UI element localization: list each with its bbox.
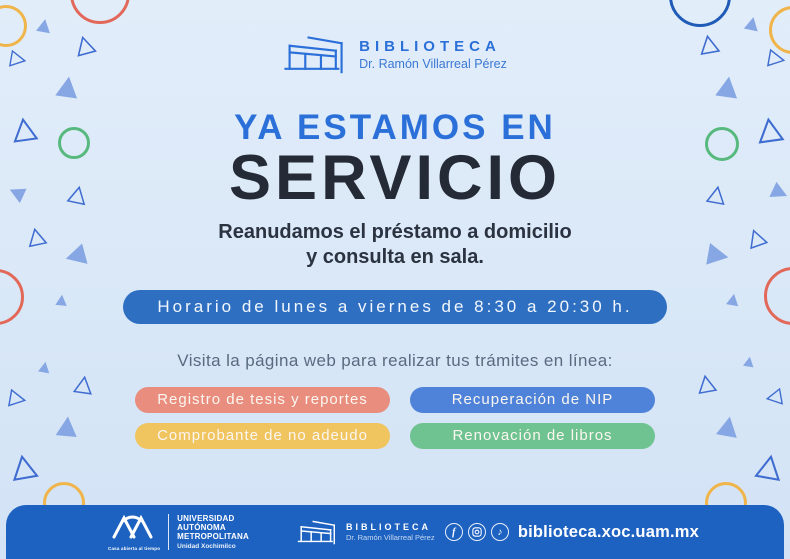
service-buttons xyxy=(135,387,655,449)
library-logo xyxy=(0,0,790,76)
web-prompt: Visita la página web para realizar tus trámites en línea: xyxy=(177,350,613,370)
facebook-icon[interactable]: f xyxy=(445,523,463,541)
decor-triangle-outline xyxy=(9,453,39,483)
uam-logo-icon xyxy=(111,514,157,540)
service-comprobante-adeudo-button[interactable]: Comprobante de no adeudo xyxy=(135,423,390,449)
library-building-icon xyxy=(283,32,349,76)
instagram-icon[interactable] xyxy=(468,523,486,541)
subtitle-line-1: Reanudamos el préstamo a domicilio xyxy=(218,220,572,243)
tiktok-icon[interactable]: ♪ xyxy=(491,523,509,541)
subtitle-line-2: y consulta en sala. xyxy=(306,245,484,268)
subtitle xyxy=(0,220,790,270)
uam-name-line-2: AUTÓNOMA xyxy=(177,522,226,532)
footer-library-logo xyxy=(297,518,435,546)
main-heading xyxy=(0,108,790,213)
uam-logo-lockup xyxy=(108,514,249,551)
footer-contact xyxy=(445,523,699,542)
uam-name-line-3: METROPOLITANA xyxy=(177,532,249,542)
decor-triangle-outline xyxy=(754,453,784,483)
uam-unit: Unidad Xochimilco xyxy=(177,543,236,551)
footer-bar xyxy=(6,505,784,559)
service-renovacion-libros-button[interactable]: Renovación de libros xyxy=(410,423,655,449)
heading-line-2: SERVICIO xyxy=(229,142,561,213)
footer-library-building-icon xyxy=(297,518,339,546)
library-brand-name: BIBLIOTECA xyxy=(359,37,501,55)
heading-line-1: YA ESTAMOS EN xyxy=(234,108,556,147)
uam-name-line-1: UNIVERSIDAD xyxy=(177,513,235,523)
footer-library-brand-name: BIBLIOTECA xyxy=(345,522,431,532)
uam-motto: Casa abierta al tiempo xyxy=(108,545,161,551)
footer-divider xyxy=(168,514,169,550)
footer-library-brand-subtitle: Dr. Ramón Villarreal Pérez xyxy=(345,533,435,542)
schedule-banner: Horario de lunes a viernes de 8:30 a 20:30 h. xyxy=(123,290,666,324)
service-recuperacion-nip-button[interactable]: Recuperación de NIP xyxy=(410,387,655,413)
social-icons xyxy=(445,523,509,541)
footer-website-url[interactable]: biblioteca.xoc.uam.mx xyxy=(517,522,699,541)
library-brand-subtitle: Dr. Ramón Villarreal Pérez xyxy=(359,56,507,71)
service-registro-tesis-button[interactable]: Registro de tesis y reportes xyxy=(135,387,390,413)
